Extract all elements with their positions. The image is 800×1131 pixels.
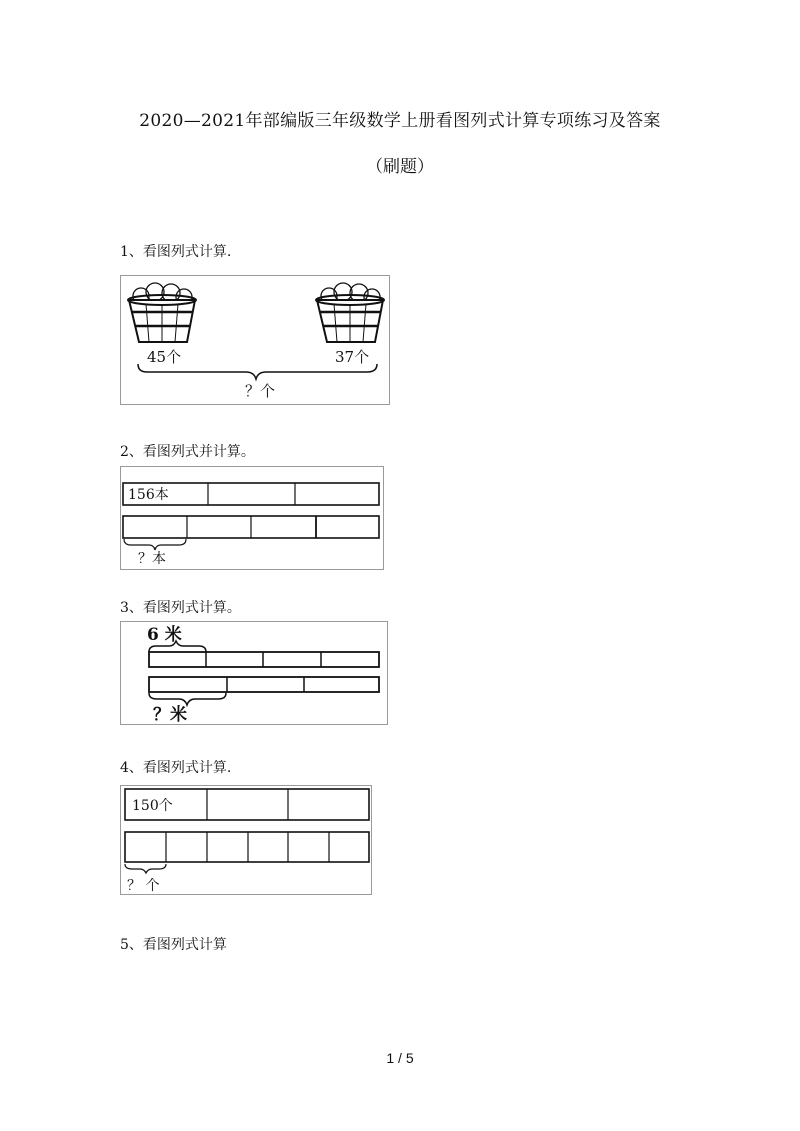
bottom-bar (149, 677, 379, 692)
question-text: ？米 (153, 705, 187, 724)
question-2-label: 2、看图列式并计算。 (120, 444, 255, 460)
question-4-label: 4、看图列式计算. (120, 760, 232, 776)
basket-right-icon (316, 283, 384, 342)
question-3-label: 3、看图列式计算。 (120, 600, 241, 616)
total-question: ？个 (245, 382, 276, 400)
question-1-figure (120, 275, 390, 405)
top-bar-label: 156本 (128, 487, 169, 503)
top-bar-label: 6 米 (147, 625, 182, 645)
bottom-bar (125, 832, 369, 862)
part-brace (149, 693, 226, 705)
question-4-figure (120, 785, 372, 895)
page-title: 2020—2021年部编版三年级数学上册看图列式计算专项练习及答案 (139, 111, 661, 131)
top-bar (149, 652, 379, 667)
question-1-label: 1、看图列式计算. (120, 244, 232, 260)
part-brace (124, 539, 186, 550)
page-number: 1 / 5 (386, 1050, 414, 1066)
right-basket-count: 37个 (335, 348, 370, 366)
top-bar-label: 150个 (132, 798, 173, 814)
question-2-figure (120, 466, 384, 570)
total-brace (138, 364, 377, 379)
question-text: ？本 (138, 551, 166, 567)
part-brace (125, 864, 166, 873)
left-basket-count: 45个 (147, 348, 182, 366)
question-5-label: 5、看图列式计算 (120, 937, 227, 953)
page-subtitle: （刷题） (366, 157, 434, 177)
question-text: ？ 个 (127, 878, 160, 894)
question-3-figure (120, 621, 388, 725)
basket-left-icon (128, 283, 196, 342)
